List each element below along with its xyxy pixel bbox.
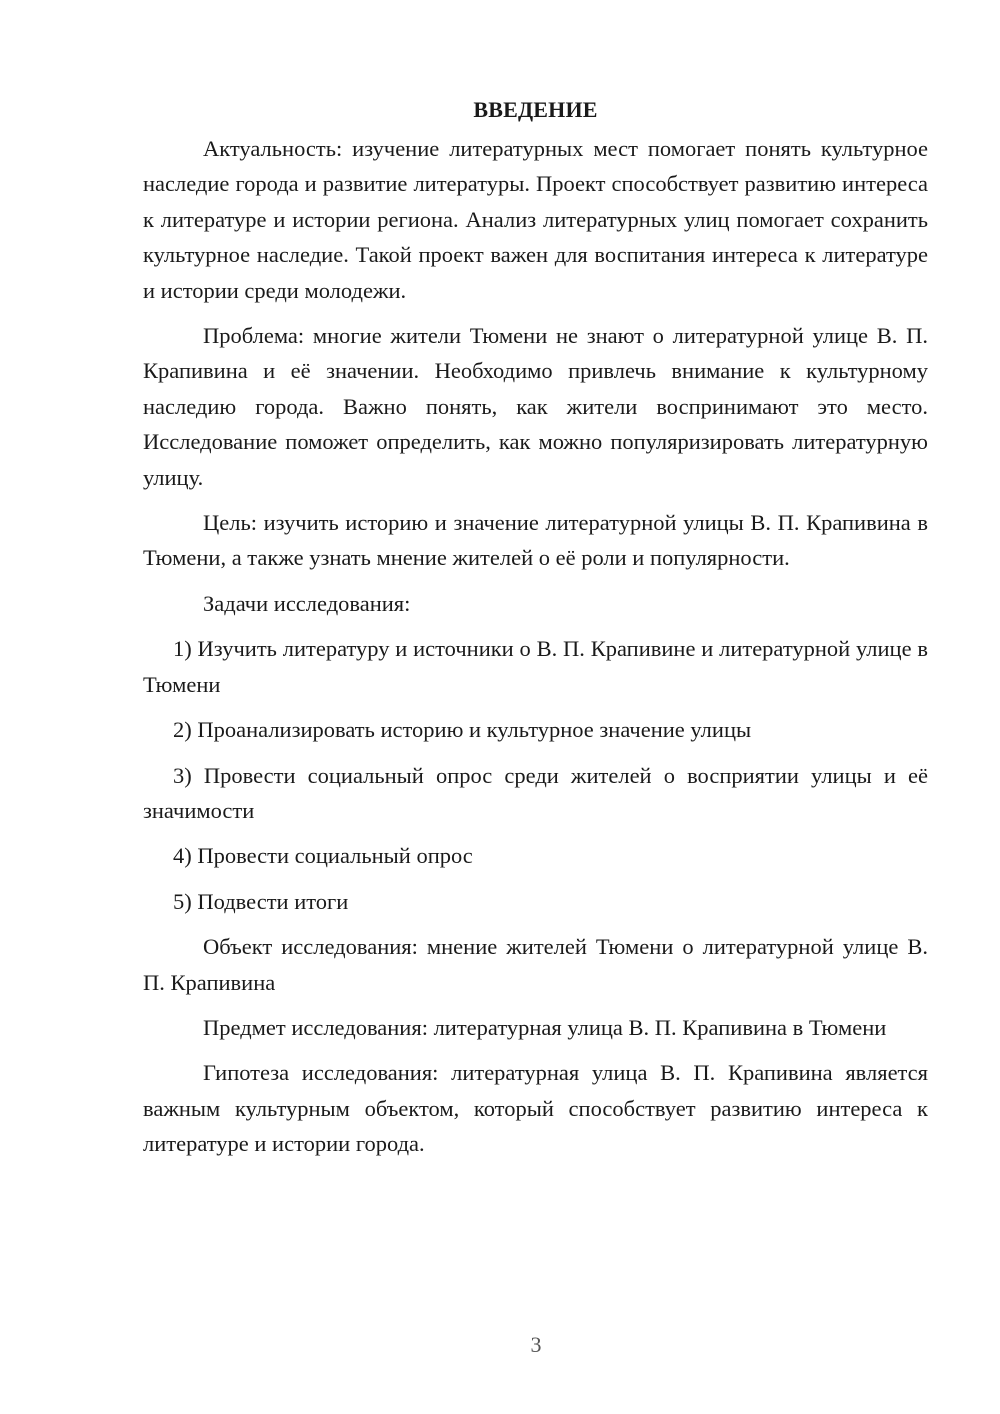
page-content bbox=[143, 92, 928, 1172]
paragraph-object: Объект исследования: мнение жителей Тюмени о литературной улице В. П. Крапивина bbox=[143, 934, 928, 995]
paragraph-subject: Предмет исследования: литературная улица В. П. Крапивина в Тюмени bbox=[203, 1014, 887, 1040]
tasks-heading: Задачи исследования: bbox=[203, 590, 411, 616]
task-item-5: 5) Подвести итоги bbox=[173, 888, 349, 914]
task-item-2: 2) Проанализировать историю и культурное значение улицы bbox=[173, 717, 752, 743]
paragraph-relevance: Актуальность: изучение литературных мест помогает понять культурное наследие города и развитие литературы. Проект способствует развитию интереса к литературе и истории региона. Анализ литературных улиц помогает сохранить культурное наследие. Такой проект важен для воспитания интереса к литературе и истории среди молодежи. bbox=[143, 136, 928, 303]
task-item-3: 3) Провести социальный опрос среди жителей о восприятии улицы и её значимости bbox=[143, 762, 928, 823]
paragraph-hypothesis: Гипотеза исследования: литературная улица В. П. Крапивина является важным культурным объектом, который способствует развитию интереса к литературе и истории города. bbox=[143, 1060, 928, 1157]
paragraph-goal: Цель: изучить историю и значение литературной улицы В. П. Крапивина в Тюмени, а также узнать мнение жителей о её роли и популярности. bbox=[143, 510, 928, 571]
task-item-1: 1) Изучить литературу и источники о В. П. Крапивине и литературной улице в Тюмени bbox=[143, 636, 928, 697]
page-number: 3 bbox=[530, 1332, 542, 1357]
page-title: ВВЕДЕНИЕ bbox=[473, 97, 598, 122]
paragraph-problem: Проблема: многие жители Тюмени не знают о литературной улице В. П. Крапивина и её значении. Необходимо привлечь внимание к культурному наследию города. Важно понять, как жители воспринимают это место. Исследование поможет определить, как можно популяризировать литературную улицу. bbox=[143, 323, 928, 490]
task-item-4: 4) Провести социальный опрос bbox=[173, 843, 473, 869]
